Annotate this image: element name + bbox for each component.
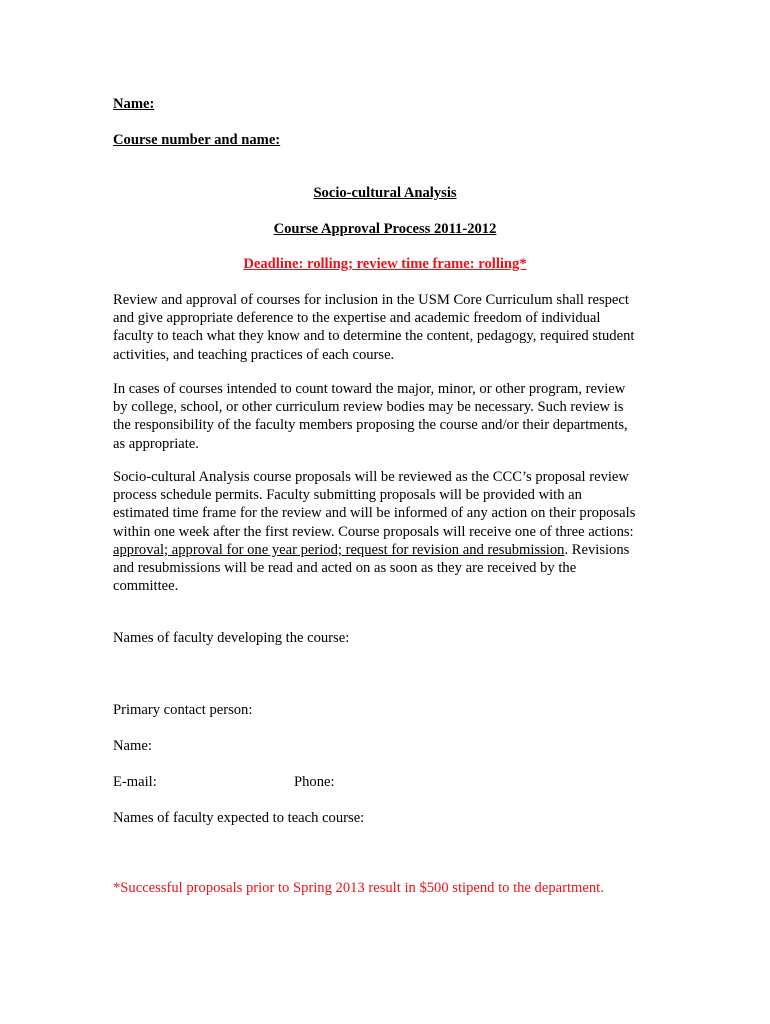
document-subtitle: Course Approval Process 2011-2012 (273, 221, 497, 237)
actions-list: approval; approval for one year period; request for revision and resubmission (113, 541, 565, 558)
document-title: Socio-cultural Analysis (313, 185, 457, 201)
paragraph-line: Socio-cultural Analysis course proposals will be reviewed as the CCC’s proposal review (113, 469, 629, 485)
paragraph-line: and give appropriate deference to the expertise and academic freedom of individual (113, 310, 601, 327)
paragraph-review-approval (113, 291, 658, 364)
paragraph-line: as appropriate. (113, 435, 199, 452)
stipend-footnote: *Successful proposals prior to Spring 2013 result in $500 stipend to the department. (113, 880, 604, 896)
paragraph-line: and resubmissions will be read and acted on as soon as they are received by the (113, 560, 577, 577)
revisions-text: . Revisions (564, 541, 630, 558)
paragraph-line: Review and approval of courses for inclusion in the USM Core Curriculum shall respect (113, 292, 629, 308)
faculty-developing-label: Names of faculty developing the course: (113, 630, 350, 646)
paragraph-line (113, 541, 658, 559)
paragraph-line: In cases of courses intended to count toward the major, minor, or other program, review (113, 381, 626, 397)
paragraph-line: committee. (113, 578, 179, 595)
name-label: Name: (113, 96, 155, 112)
paragraph-line: the responsibility of the faculty members proposing the course and/or their departments, (113, 417, 628, 434)
paragraph-line: process schedule permits. Faculty submitting proposals will be provided with an (113, 487, 582, 504)
paragraph-line: activities, and teaching practices of each course. (113, 346, 395, 363)
email-label: E-mail: (113, 774, 157, 790)
deadline-notice: Deadline: rolling; review time frame: rolling* (243, 256, 527, 272)
paragraph-proposal-schedule (113, 468, 658, 595)
paragraph-line: by college, school, or other curriculum review bodies may be necessary. Such review is (113, 399, 624, 416)
paragraph-line: faculty to teach what they know and to determine the content, pedagogy, required student (113, 328, 635, 345)
phone-label: Phone: (294, 774, 335, 790)
course-number-name-label: Course number and name: (113, 132, 281, 148)
paragraph-line: within one week after the first review. Course proposals will receive one of three actions: (113, 523, 634, 540)
faculty-teach-label: Names of faculty expected to teach course: (113, 810, 365, 826)
primary-contact-label: Primary contact person: (113, 702, 253, 718)
paragraph-line: estimated time frame for the review and will be informed of any action on their proposals (113, 505, 636, 522)
contact-name-label: Name: (113, 738, 152, 754)
paragraph-program-review (113, 380, 658, 453)
